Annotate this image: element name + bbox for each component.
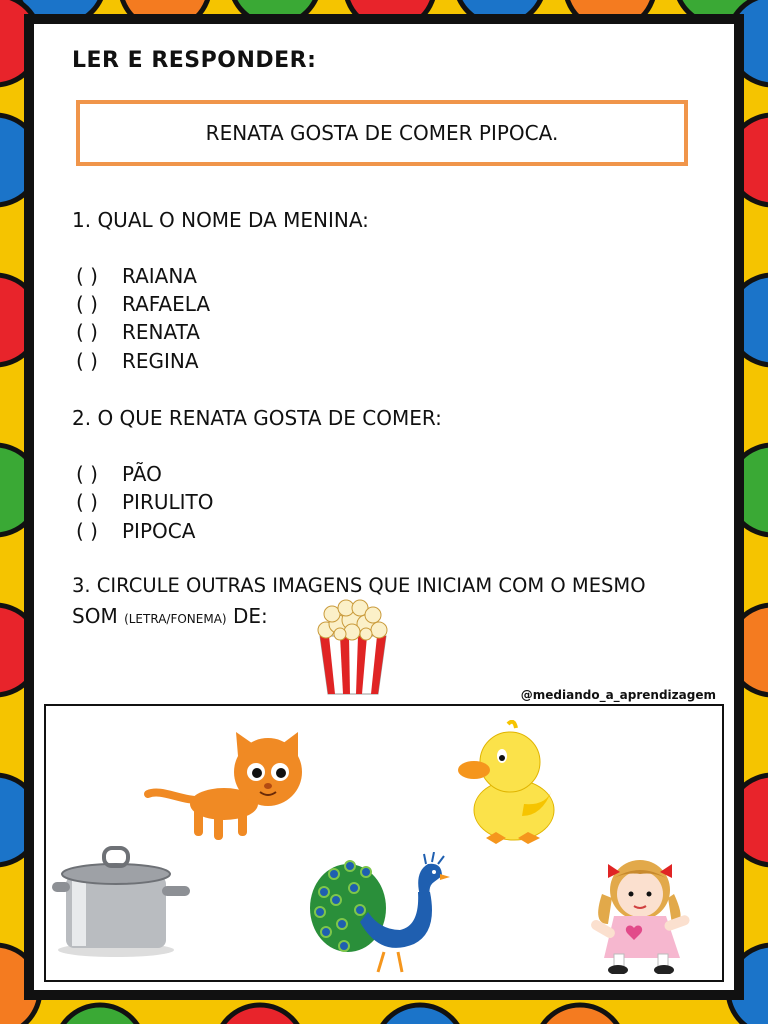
option-label: PÃO (122, 462, 162, 486)
checkbox[interactable]: ( ) (76, 292, 98, 316)
reading-sentence: RENATA GOSTA DE COMER PIPOCA. (205, 121, 559, 145)
option-label: RAFAELA (122, 292, 211, 316)
worksheet (34, 24, 734, 990)
worksheet-title: LER E RESPONDER: (72, 48, 317, 73)
author-credit: @mediando_a_aprendizagem (520, 688, 716, 702)
option-label: RENATA (122, 320, 200, 344)
q1-option-regina[interactable] (76, 349, 199, 373)
q1-option-rafaela[interactable] (76, 292, 210, 316)
checkbox[interactable]: ( ) (76, 264, 98, 288)
q3-som: SOM (72, 604, 125, 628)
doll-icon[interactable] (584, 854, 704, 974)
option-label: PIPOCA (122, 519, 196, 543)
checkbox[interactable]: ( ) (76, 462, 98, 486)
q2-option-pipoca[interactable] (76, 519, 195, 543)
checkbox[interactable]: ( ) (76, 349, 98, 373)
q3-de: DE: (226, 604, 268, 628)
option-label: RAIANA (122, 264, 197, 288)
option-label: PIRULITO (122, 490, 214, 514)
q1-option-renata[interactable] (76, 320, 200, 344)
question-3-line-2 (72, 604, 268, 628)
peacock-icon[interactable] (310, 852, 452, 976)
reading-sentence-box (76, 100, 688, 166)
q2-option-pao[interactable] (76, 462, 162, 486)
option-label: REGINA (122, 349, 199, 373)
q1-option-raiana[interactable] (76, 264, 197, 288)
checkbox[interactable]: ( ) (76, 519, 98, 543)
question-1: 1. QUAL O NOME DA MENINA: (72, 208, 369, 232)
popcorn-icon (312, 598, 394, 698)
q2-option-pirulito[interactable] (76, 490, 214, 514)
question-3-line-1: 3. CIRCULE OUTRAS IMAGENS QUE INICIAM COM O MESMO (72, 574, 646, 597)
duck-icon[interactable] (458, 720, 558, 852)
images-box (44, 704, 724, 982)
checkbox[interactable]: ( ) (76, 320, 98, 344)
question-2: 2. O QUE RENATA GOSTA DE COMER: (72, 406, 442, 430)
q3-letra-fonema: (LETRA/FONEMA) (124, 612, 227, 626)
cat-icon[interactable] (142, 732, 312, 848)
checkbox[interactable]: ( ) (76, 490, 98, 514)
pot-icon[interactable] (52, 846, 194, 958)
